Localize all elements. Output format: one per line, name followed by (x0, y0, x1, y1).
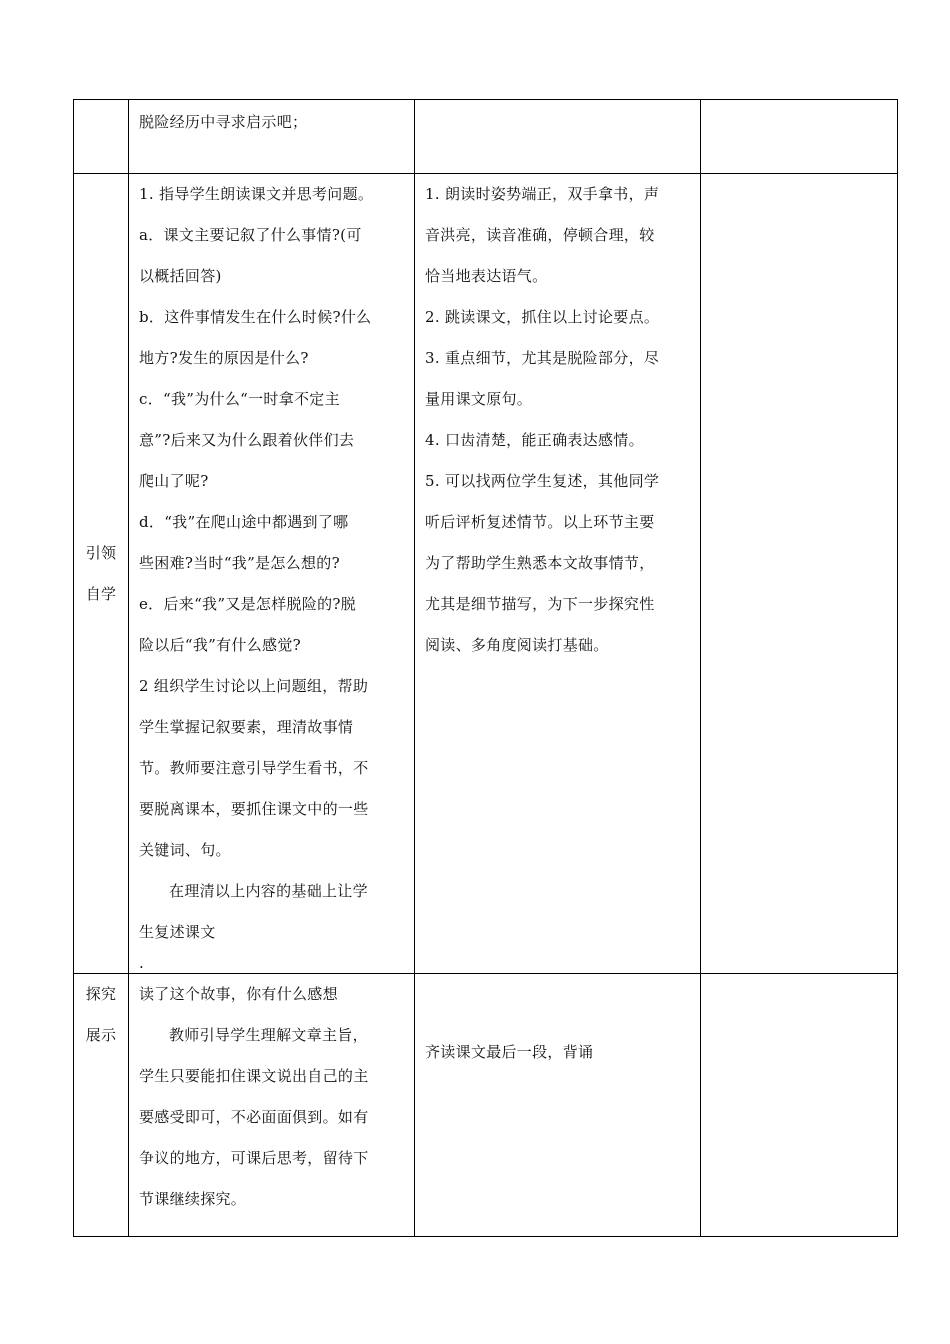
spacer (425, 974, 694, 1032)
student-text-line: 阅读、多角度阅读打基础。 (425, 636, 609, 654)
row-label-cell (74, 100, 129, 174)
student-text-line: 齐读课文最后一段，背诵 (425, 1043, 594, 1061)
teacher-text-line: 关键词、句。 (139, 841, 231, 859)
teacher-text-line: 爬山了呢? (139, 472, 209, 490)
lesson-plan-table (73, 99, 898, 1237)
teacher-text-line: 读了这个故事，你有什么感想 (139, 985, 338, 1003)
teacher-text-line: 节课继续探究。 (139, 1190, 247, 1208)
teacher-text-line: 生复述课文 (139, 923, 216, 941)
row-label-text: 自学 (85, 584, 117, 603)
notes-cell (701, 100, 898, 174)
student-activity-cell (415, 100, 701, 174)
table-row (74, 174, 898, 974)
student-text-line: 1. 朗读时姿势端正，双手拿书，声 (425, 185, 660, 203)
row-label-text: 探究 (85, 985, 117, 1003)
student-text-line: 音洪亮，读音准确，停顿合理，较 (425, 226, 655, 244)
teacher-text-line: 意”?后来又为什么跟着伙伴们去 (139, 431, 355, 449)
teacher-trailing-dot: . (139, 954, 145, 972)
row-label-text: 引领 (85, 543, 117, 562)
student-activity-cell (415, 174, 701, 974)
student-text-line: 2. 跳读课文，抓住以上讨论要点。 (425, 308, 660, 326)
teacher-text-line: 险以后“我”有什么感觉? (139, 636, 301, 654)
row-label-text: 展示 (85, 1026, 117, 1044)
teacher-text-line: d．“我”在爬山途中都遇到了哪 (139, 513, 349, 531)
student-text-line: 4. 口齿清楚，能正确表达感情。 (425, 431, 644, 449)
notes-cell (701, 974, 898, 1237)
student-text-line: 尤其是细节描写，为下一步探究性 (425, 595, 655, 613)
teacher-activity-cell (129, 100, 415, 174)
student-activity-cell (415, 974, 701, 1237)
teacher-activity-cell (129, 974, 415, 1237)
row-label-cell (74, 974, 129, 1237)
teacher-text-line: 1. 指导学生朗读课文并思考问题。 (139, 185, 374, 203)
teacher-text-line: 以概括回答) (139, 267, 222, 285)
teacher-activity-cell (129, 174, 415, 974)
teacher-text-line: 争议的地方，可课后思考，留待下 (139, 1149, 369, 1167)
teacher-text-line: 些困难?当时“我”是怎么想的? (139, 554, 340, 572)
student-text-line: 3. 重点细节，尤其是脱险部分，尽 (425, 349, 660, 367)
row-label-cell (74, 174, 129, 974)
teacher-text-line: 学生只要能扣住课文说出自己的主 (139, 1067, 369, 1085)
notes-cell (701, 174, 898, 974)
table-row (74, 974, 898, 1237)
student-text-line: 量用课文原句。 (425, 390, 533, 408)
teacher-text-line: 2 组织学生讨论以上问题组，帮助 (139, 677, 369, 695)
teacher-text-line: 教师引导学生理解文章主旨， (169, 1026, 368, 1044)
teacher-text-line: 脱险经历中寻求启示吧； (139, 113, 308, 131)
teacher-text-line: 要感受即可，不必面面俱到。如有 (139, 1108, 369, 1126)
student-text-line: 5. 可以找两位学生复述，其他同学 (425, 472, 660, 490)
teacher-text-line: 节。教师要注意引导学生看书，不 (139, 759, 369, 777)
teacher-text-line: 地方?发生的原因是什么? (139, 349, 309, 367)
student-text-line: 为了帮助学生熟悉本文故事情节， (425, 554, 655, 572)
teacher-text-line: 要脱离课本，要抓住课文中的一些 (139, 800, 369, 818)
teacher-text-line: b．这件事情发生在什么时候?什么 (139, 308, 372, 326)
teacher-text-line: c．“我”为什么“一时拿不定主 (139, 390, 340, 408)
teacher-text-line: 在理清以上内容的基础上让学 (169, 882, 368, 900)
table-row (74, 100, 898, 174)
teacher-text-line: e．后来“我”又是怎样脱险的?脱 (139, 595, 357, 613)
student-text-line: 听后评析复述情节。以上环节主要 (425, 513, 655, 531)
teacher-text-line: a．课文主要记叙了什么事情?(可 (139, 226, 362, 244)
teacher-text-line: 学生掌握记叙要素，理清故事情 (139, 718, 354, 736)
student-text-line: 恰当地表达语气。 (425, 267, 548, 285)
